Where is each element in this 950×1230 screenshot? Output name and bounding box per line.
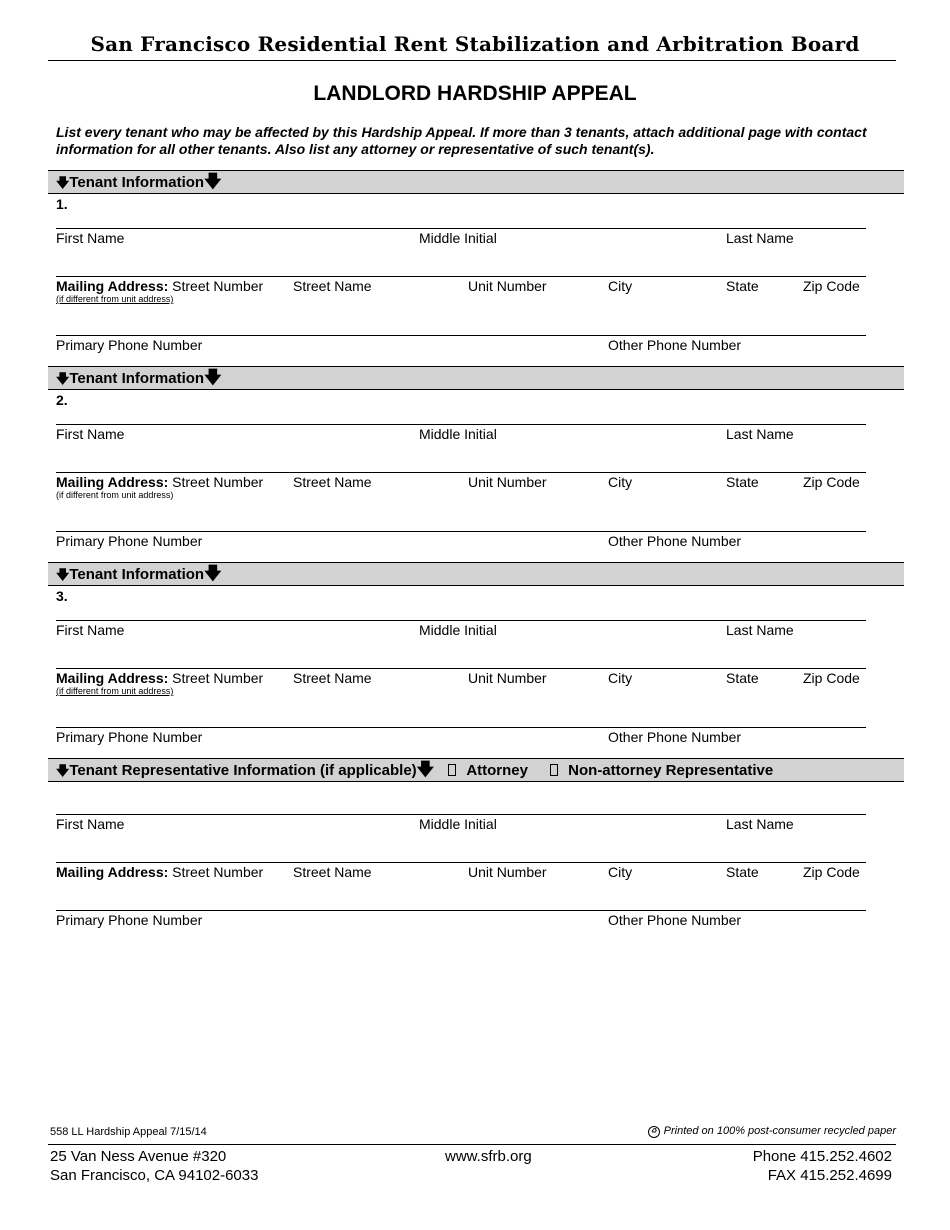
unit-number-label: Unit Number xyxy=(468,474,547,490)
form-identifier: 558 LL Hardship Appeal 7/15/14 xyxy=(50,1126,207,1138)
street-number-label xyxy=(56,474,263,490)
organization-name: San Francisco Residential Rent Stabilization and Arbitration Board xyxy=(90,32,860,56)
mailing-address-label: Mailing Address: xyxy=(56,670,169,686)
other-phone-label: Other Phone Number xyxy=(608,533,742,549)
mailing-address-label: Mailing Address: xyxy=(56,474,169,490)
primary-phone-label: Primary Phone Number xyxy=(56,337,203,353)
street-number-label xyxy=(56,670,263,686)
primary-phone-label: Primary Phone Number xyxy=(56,729,203,745)
mailing-address-label: Mailing Address: xyxy=(56,278,169,294)
street-number-label xyxy=(56,278,263,294)
name-field-line[interactable] xyxy=(56,814,866,815)
tenant-3-section-header xyxy=(48,562,904,586)
mailing-address-label: Mailing Address: xyxy=(56,864,169,880)
middle-initial-label: Middle Initial xyxy=(419,816,497,832)
last-name-label: Last Name xyxy=(726,230,794,246)
non-attorney-checkbox[interactable] xyxy=(550,764,558,776)
tenant-number: 2. xyxy=(56,392,68,408)
tenant-number: 3. xyxy=(56,588,68,604)
form-title: LANDLORD HARDSHIP APPEAL xyxy=(313,82,637,105)
city-label: City xyxy=(608,864,633,880)
phone-number: Phone 415.252.4602 xyxy=(752,1148,892,1165)
recycled-text: Printed on 100% post-consumer recycled paper xyxy=(663,1125,896,1137)
primary-phone-label: Primary Phone Number xyxy=(56,533,203,549)
last-name-label: Last Name xyxy=(726,426,794,442)
section-title: Tenant Information xyxy=(69,566,205,583)
name-field-line[interactable] xyxy=(56,228,866,229)
website-link[interactable]: www.sfrb.org xyxy=(445,1148,532,1165)
other-phone-label: Other Phone Number xyxy=(608,337,742,353)
arrow-down-icon: 🡇 xyxy=(204,564,222,583)
attorney-label: Attorney xyxy=(466,762,528,779)
recycle-icon: ♻ xyxy=(648,1126,660,1138)
address-note: (if different from unit address) xyxy=(56,294,174,304)
phone-field-line[interactable] xyxy=(56,910,866,911)
street-number-text: Street Number xyxy=(172,670,264,686)
unit-number-label: Unit Number xyxy=(468,670,547,686)
street-number-label xyxy=(56,864,263,880)
representative-section-header xyxy=(48,758,904,782)
address-field-line[interactable] xyxy=(56,862,866,863)
tenant-2-section-header xyxy=(48,366,904,390)
zip-code-label: Zip Code xyxy=(803,670,860,686)
section-title: Tenant Information xyxy=(69,370,205,387)
other-phone-label: Other Phone Number xyxy=(608,729,742,745)
last-name-label: Last Name xyxy=(726,622,794,638)
state-label: State xyxy=(726,278,759,294)
street-name-label: Street Name xyxy=(293,864,372,880)
zip-code-label: Zip Code xyxy=(803,278,860,294)
state-label: State xyxy=(726,670,759,686)
first-name-label: First Name xyxy=(56,816,125,832)
recycled-note xyxy=(648,1125,896,1138)
street-name-label: Street Name xyxy=(293,670,372,686)
phone-field-line[interactable] xyxy=(56,727,866,728)
non-attorney-label: Non-attorney Representative xyxy=(568,762,774,779)
city-label: City xyxy=(608,278,633,294)
street-number-text: Street Number xyxy=(172,864,264,880)
address-note: (if different from unit address) xyxy=(56,686,174,696)
state-label: State xyxy=(726,864,759,880)
arrow-down-icon: 🡇 xyxy=(204,172,222,191)
footer-divider xyxy=(48,1144,896,1145)
city-label: City xyxy=(608,474,633,490)
street-name-label: Street Name xyxy=(293,278,372,294)
other-phone-label: Other Phone Number xyxy=(608,912,742,928)
street-name-label: Street Name xyxy=(293,474,372,490)
unit-number-label: Unit Number xyxy=(468,278,547,294)
city-label: City xyxy=(608,670,633,686)
street-number-text: Street Number xyxy=(172,278,264,294)
section-title: Tenant Representative Information (if applicable) xyxy=(69,762,417,779)
middle-initial-label: Middle Initial xyxy=(419,230,497,246)
name-field-line[interactable] xyxy=(56,424,866,425)
arrow-down-icon: 🡇 xyxy=(416,760,435,779)
zip-code-label: Zip Code xyxy=(803,474,860,490)
name-field-line[interactable] xyxy=(56,620,866,621)
fax-number: FAX 415.252.4699 xyxy=(767,1167,892,1184)
first-name-label: First Name xyxy=(56,230,125,246)
arrow-down-icon: 🡇 xyxy=(56,567,70,582)
form-instructions: List every tenant who may be affected by this Hardship Appeal. If more than 3 tenants, attach additional page with contact information for all other tenants. Also list any attorney or representative of such tenant(s). xyxy=(56,124,867,157)
primary-phone-label: Primary Phone Number xyxy=(56,912,203,928)
header-divider xyxy=(48,60,896,61)
zip-code-label: Zip Code xyxy=(803,864,860,880)
middle-initial-label: Middle Initial xyxy=(419,426,497,442)
street-number-text: Street Number xyxy=(172,474,264,490)
address-line-2: San Francisco, CA 94102-6033 xyxy=(50,1167,259,1184)
address-line-1: 25 Van Ness Avenue #320 xyxy=(50,1148,227,1165)
address-field-line[interactable] xyxy=(56,668,866,669)
last-name-label: Last Name xyxy=(726,816,794,832)
first-name-label: First Name xyxy=(56,426,125,442)
phone-field-line[interactable] xyxy=(56,335,866,336)
address-field-line[interactable] xyxy=(56,472,866,473)
arrow-down-icon: 🡇 xyxy=(204,368,222,387)
middle-initial-label: Middle Initial xyxy=(419,622,497,638)
address-note: (if different from unit address) xyxy=(56,490,174,500)
tenant-number: 1. xyxy=(56,196,68,212)
section-title: Tenant Information xyxy=(69,174,205,191)
tenant-1-section-header xyxy=(48,170,904,194)
arrow-down-icon: 🡇 xyxy=(56,763,70,778)
unit-number-label: Unit Number xyxy=(468,864,547,880)
first-name-label: First Name xyxy=(56,622,125,638)
arrow-down-icon: 🡇 xyxy=(56,175,70,190)
arrow-down-icon: 🡇 xyxy=(56,371,70,386)
phone-field-line[interactable] xyxy=(56,531,866,532)
state-label: State xyxy=(726,474,759,490)
address-field-line[interactable] xyxy=(56,276,866,277)
attorney-checkbox[interactable] xyxy=(448,764,456,776)
